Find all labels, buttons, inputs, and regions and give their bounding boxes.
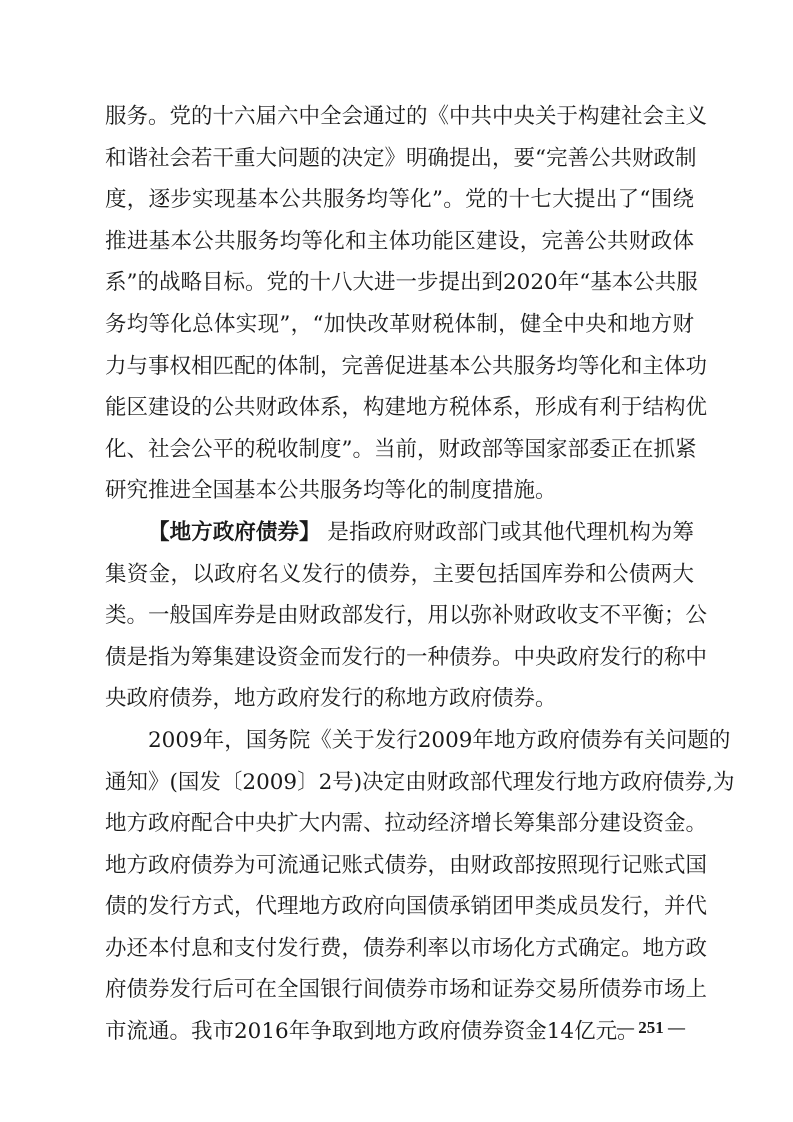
text-line: 府债券发行后可在全国银行间债券市场和证券交易所债券市场上 (105, 977, 708, 1003)
text-line: 地方政府配合中央扩大内需、拉动经济增长筹集部分建设资金。 (105, 811, 708, 837)
paragraph-2009-bond-issuance (105, 720, 735, 1053)
text-line: 债是指为筹集建设资金而发行的一种债券。中央政府发行的称中 (105, 644, 708, 670)
term-definition: 是指政府财政部门或其他代理机构为筹 (320, 519, 694, 545)
text-line: 服务。党的十六届六中全会通过的《中共中央关于构建社会主义 (105, 104, 708, 129)
term-heading: 【地方政府债券】 (148, 519, 321, 545)
text-line: 研究推进全国基本公共服务均等化的制度措施。 (105, 478, 557, 504)
paragraph-local-government-bonds (105, 512, 708, 720)
text-line: 度，逐步实现基本公共服务均等化”。党的十七大提出了“围绕 (105, 187, 694, 213)
document-page (105, 96, 735, 1053)
text-line: 集资金，以政府名义发行的债券，主要包括国库券和公债两大 (105, 561, 694, 587)
text-line: 类。一般国库券是由财政部发行，用以弥补财政收支不平衡；公 (105, 603, 708, 629)
text-line: 能区建设的公共财政体系，构建地方税体系，形成有利于结构优 (105, 395, 708, 421)
text-line: 推进基本公共服务均等化和主体功能区建设，完善公共财政体 (105, 228, 694, 254)
page-number: — 251 — (617, 1018, 685, 1037)
text-line: 办还本付息和支付发行费，债券利率以市场化方式确定。地方政 (105, 935, 708, 961)
text-line (105, 512, 694, 554)
text-line: 化、社会公平的税收制度”。当前，财政部等国家部委正在抓紧 (105, 436, 697, 462)
paragraph-public-services (105, 96, 708, 512)
text-line: 务均等化总体实现”，“加快改革财税体制，健全中央和地方财 (105, 311, 694, 337)
text-line: 和谐社会若干重大问题的决定》明确提出，要“完善公共财政制 (105, 145, 697, 171)
text-line: 地方政府债券为可流通记账式债券，由财政部按照现行记账式国 (105, 852, 708, 878)
text-line: 系”的战略目标。党的十八大进一步提出到2020年“基本公共服 (105, 270, 698, 296)
text-line: 通知》(国发〔2009〕2号)决定由财政部代理发行地方政府债券,为 (105, 769, 735, 795)
text-line: 债的发行方式，代理地方政府向国债承销团甲类成员发行，并代 (105, 894, 708, 920)
text-line: 央政府债券，地方政府发行的称地方政府债券。 (105, 686, 557, 712)
text-line: 力与事权相匹配的体制，完善促进基本公共服务均等化和主体功 (105, 353, 708, 379)
text-line: 市流通。我市2016年争取到地方政府债券资金14亿元。 (105, 1019, 639, 1045)
text-line: 2009年，国务院《关于发行2009年地方政府债券有关问题的 (148, 727, 731, 753)
